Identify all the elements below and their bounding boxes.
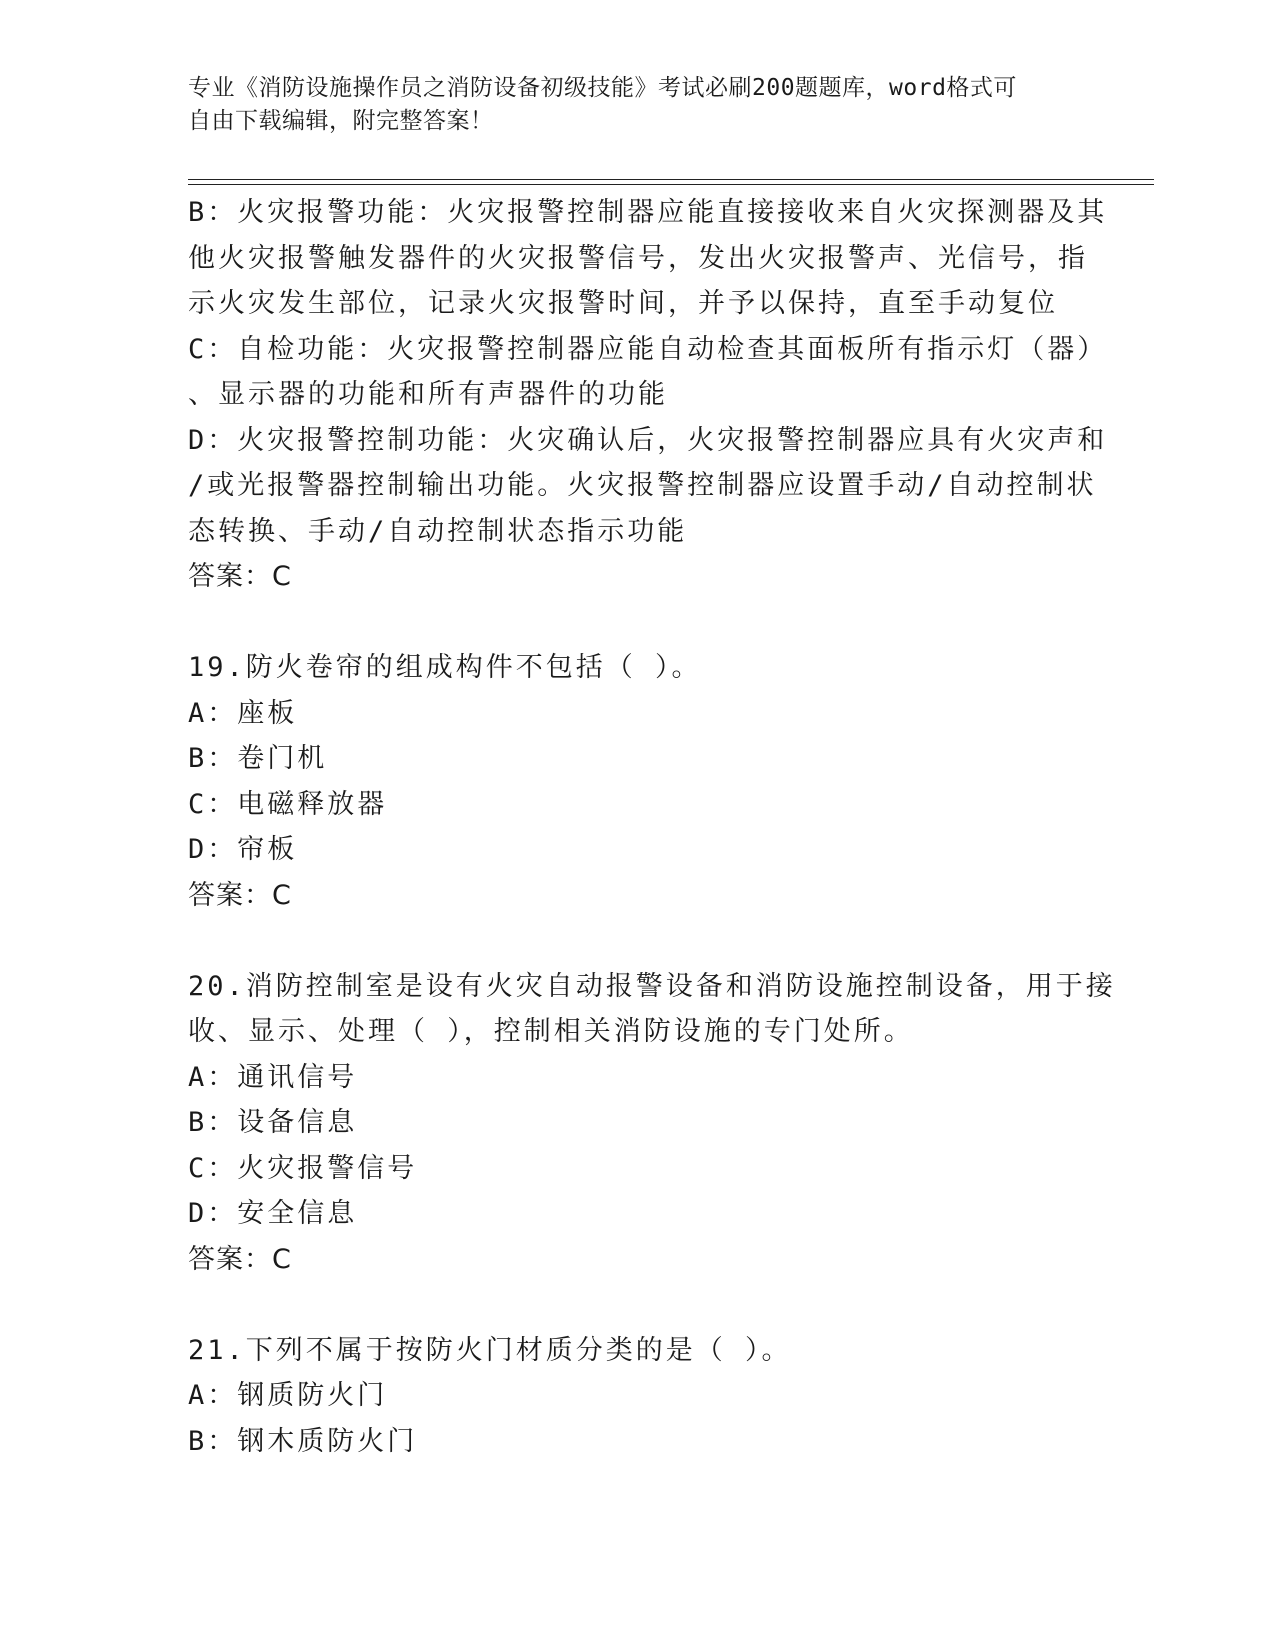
answer-line: 答案：C [188,1243,292,1275]
option-b: B：钢木质防火门 [188,1425,418,1457]
header-divider-top [188,179,1154,180]
question-18-continued [188,190,1108,600]
option-d: D：安全信息 [188,1198,358,1229]
option-b: B：卷门机 [188,743,328,774]
option-b-line: 示火灾发生部位，记录火灾报警时间，并予以保持，直至手动复位 [188,288,1058,319]
question-content [188,190,1116,1464]
question-stem: 收、显示、处理（ ），控制相关消防设施的专门处所。 [188,1016,914,1047]
question-stem: 19.防火卷帘的组成构件不包括（ ）。 [188,652,702,683]
header-divider-bottom [188,184,1154,185]
option-d-line: /或光报警器控制输出功能。火灾报警控制器应设置手动/自动控制状 [188,470,1097,501]
question-20 [188,964,1116,1283]
option-c: C：火灾报警信号 [188,1152,418,1184]
option-b-line: B：火灾报警功能：火灾报警控制器应能直接接收来自火灾探测器及其 [188,197,1108,228]
option-d: D：帘板 [188,834,298,865]
option-c-line: 、显示器的功能和所有声器件的功能 [188,379,668,410]
option-b: B：设备信息 [188,1107,358,1138]
question-21 [188,1328,1088,1465]
option-c-line: C：自检功能：火灾报警控制器应能自动检查其面板所有指示灯（器） [188,333,1108,365]
question-stem: 21.下列不属于按防火门材质分类的是（ ）。 [188,1334,792,1366]
option-a: A：钢质防火门 [188,1380,388,1411]
header-title-line-2: 自由下载编辑，附完整答案！ [188,108,494,134]
question-19 [188,645,1088,918]
option-d-line: D：火灾报警控制功能：火灾确认后，火灾报警控制器应具有火灾声和 [188,424,1108,456]
option-a: A：座板 [188,697,298,729]
answer-line: 答案：C [188,561,292,592]
document-header [188,72,1088,138]
spacer [188,1282,1088,1328]
question-stem: 20.消防控制室是设有火灾自动报警设备和消防设施控制设备，用于接 [188,970,1116,1002]
spacer [188,600,1088,646]
option-d-line: 态转换、手动/自动控制状态指示功能 [188,515,688,547]
option-a: A：通讯信号 [188,1061,358,1093]
header-title-line-1: 专业《消防设施操作员之消防设备初级技能》考试必刷200题题库，word格式可 [188,75,1017,101]
spacer [188,918,1088,964]
answer-line: 答案：C [188,879,292,911]
option-b-line: 他火灾报警触发器件的火灾报警信号，发出火灾报警声、光信号，指 [188,242,1088,274]
option-c: C：电磁释放器 [188,788,388,820]
